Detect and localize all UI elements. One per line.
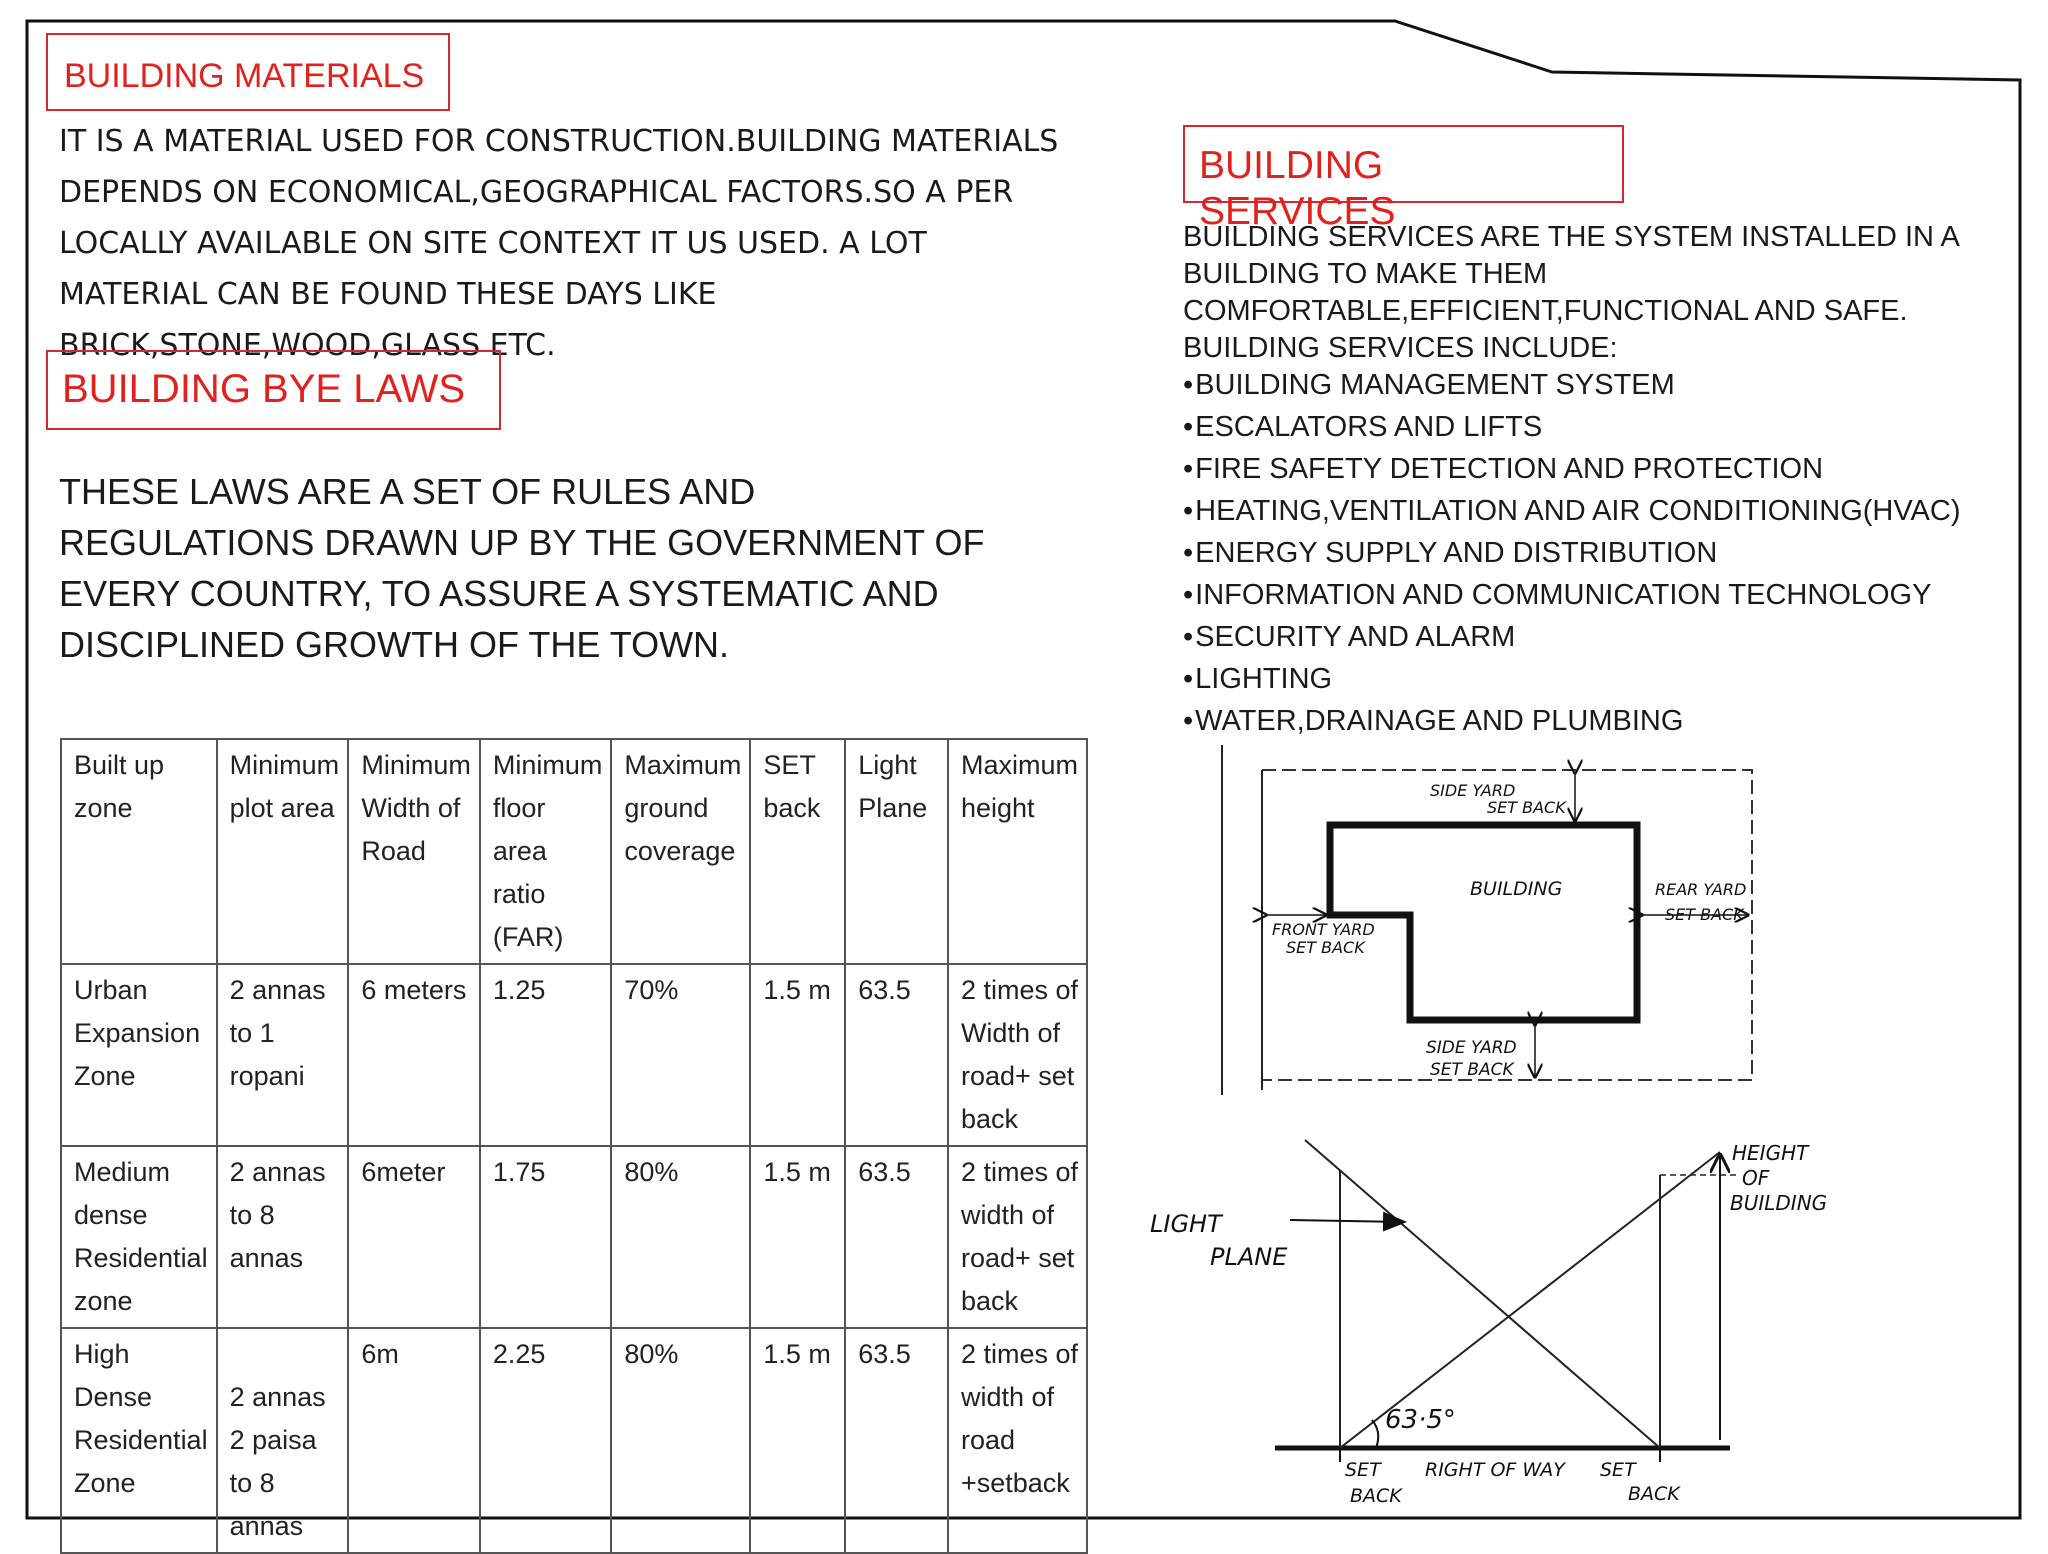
table-header-cell: Light Plane [845,739,948,964]
bye-laws-line: DISCIPLINED GROWTH OF THE TOWN. [59,624,730,665]
table-cell: 63.5 [845,1146,948,1328]
table-header-cell: SET back [750,739,845,964]
setback-plan-sketch [1200,735,1780,1095]
height-label-3: BUILDING [1730,1191,1828,1215]
services-heading: BUILDING SERVICES [1199,144,1396,233]
table-cell: High Dense Residential Zone [61,1328,217,1553]
light-plane-pointer [1290,1220,1405,1222]
side-yard-bottom-label-2: SET BACK [1430,1060,1514,1080]
light-plane-line-1 [1305,1140,1660,1448]
light-plane-section-sketch [1140,1130,1840,1525]
services-intro-line: BUILDING SERVICES ARE THE SYSTEM INSTALLED IN A [1183,221,1960,253]
bye-laws-heading-box [46,350,501,430]
services-intro-line: BUILDING TO MAKE THEM [1183,258,1548,290]
list-item: • LIGHTING [1183,658,2028,700]
table-header-cell: Maximum height [948,739,1087,964]
light-plane-label-1: LIGHT [1150,1210,1222,1238]
table-header-cell: Minimum Width of Road [348,739,480,964]
materials-line: BRICK,STONE,WOOD,GLASS ETC. [59,328,556,363]
list-item: • SECURITY AND ALARM [1183,616,2028,658]
height-label-1: HEIGHT [1732,1141,1809,1165]
table-cell: 63.5 [845,964,948,1146]
rear-yard-label-2: SET BACK [1665,905,1744,924]
materials-heading: BUILDING MATERIALS [64,57,425,95]
materials-line: DEPENDS ON ECONOMICAL,GEOGRAPHICAL FACTORS.SO A PER [59,175,1014,210]
table-cell: 80% [611,1328,750,1553]
table-cell: 2 times of width of road+ set back [948,1146,1087,1328]
angle-label: 63·5° [1385,1405,1456,1435]
building-outline [1330,825,1637,1020]
bye-laws-line: REGULATIONS DRAWN UP BY THE GOVERNMENT OF [59,522,985,563]
table-cell: 1.5 m [750,964,845,1146]
bye-laws-table [60,738,1088,1554]
services-intro-line: BUILDING SERVICES INCLUDE: [1183,332,1618,364]
list-item: • HEATING,VENTILATION AND AIR CONDITIONING(HVAC) [1183,490,2028,532]
front-yard-label-2: SET BACK [1286,938,1365,957]
table-cell: 1.5 m [750,1146,845,1328]
bye-laws-line: EVERY COUNTRY, TO ASSURE A SYSTEMATIC AND [59,573,939,614]
table-cell: 1.25 [480,964,612,1146]
light-plane-label-2: PLANE [1210,1243,1288,1271]
services-heading-box [1183,125,1624,233]
table-cell: 63.5 [845,1328,948,1553]
angle-arc [1372,1420,1378,1448]
table-cell: 6 meters [348,964,480,1146]
bye-laws-line: THESE LAWS ARE A SET OF RULES AND [59,471,756,512]
set-back-left-label-1: SET [1345,1459,1381,1481]
side-yard-bottom-label-1: SIDE YARD [1426,1038,1517,1058]
set-back-right-label-1: SET [1600,1459,1636,1481]
rear-yard-label-1: REAR YARD [1655,880,1747,899]
front-yard-label-1: FRONT YARD [1272,920,1375,939]
materials-line: LOCALLY AVAILABLE ON SITE CONTEXT IT US USED. A LOT [59,226,927,261]
table-header-cell: Maximum ground coverage [611,739,750,964]
bye-laws-description [59,466,1139,670]
table-cell: 2 times of Width of road+ set back [948,964,1087,1146]
table-cell: 6m [348,1328,480,1553]
table-cell: 1.5 m [750,1328,845,1553]
set-back-right-label-2: BACK [1628,1483,1680,1505]
light-plane-line-2 [1340,1152,1720,1448]
materials-line: IT IS A MATERIAL USED FOR CONSTRUCTION.BUILDING MATERIALS [59,124,1059,159]
list-item: • FIRE SAFETY DETECTION AND PROTECTION [1183,448,2028,490]
table-header-cell: Built up zone [61,739,217,964]
materials-heading-box [46,33,450,111]
table-cell: 1.75 [480,1146,612,1328]
building-label: BUILDING [1470,878,1563,900]
side-yard-top-label-2: SET BACK [1487,798,1566,817]
table-cell: 2 annas to 8 annas [217,1146,349,1328]
services-list [1183,364,2028,742]
table-row [61,1146,1087,1328]
table-header-cell: Minimum floor area ratio (FAR) [480,739,612,964]
table-row [61,1328,1087,1553]
table-row [61,964,1087,1146]
list-item: • BUILDING MANAGEMENT SYSTEM [1183,364,2028,406]
table-cell: 70% [611,964,750,1146]
table-cell: 2 annas 2 paisa to 8 annas [217,1328,349,1553]
table-cell: 80% [611,1146,750,1328]
services-intro [1183,219,2023,367]
services-intro-line: COMFORTABLE,EFFICIENT,FUNCTIONAL AND SAFE. [1183,295,1908,327]
height-label-2: OF [1742,1166,1770,1190]
bye-laws-heading: BUILDING BYE LAWS [62,367,466,411]
table-header-row [61,739,1087,964]
table-cell: 6meter [348,1146,480,1328]
right-of-way-label: RIGHT OF WAY [1425,1459,1565,1481]
set-back-left-label-2: BACK [1350,1485,1402,1507]
list-item: • ESCALATORS AND LIFTS [1183,406,2028,448]
table-header-cell: Minimum plot area [217,739,349,964]
table-cell: 2 annas to 1 ropani [217,964,349,1146]
materials-description [59,116,1119,371]
list-item: • WATER,DRAINAGE AND PLUMBING [1183,700,2028,742]
side-yard-top-label-1: SIDE YARD [1430,781,1516,800]
table-cell: 2.25 [480,1328,612,1553]
table-cell: 2 times of width of road +setback [948,1328,1087,1553]
table-cell: Medium dense Residential zone [61,1146,217,1328]
list-item: • ENERGY SUPPLY AND DISTRIBUTION [1183,532,2028,574]
table-cell: Urban Expansion Zone [61,964,217,1146]
materials-line: MATERIAL CAN BE FOUND THESE DAYS LIKE [59,277,717,312]
list-item: • INFORMATION AND COMMUNICATION TECHNOLOGY [1183,574,2028,616]
